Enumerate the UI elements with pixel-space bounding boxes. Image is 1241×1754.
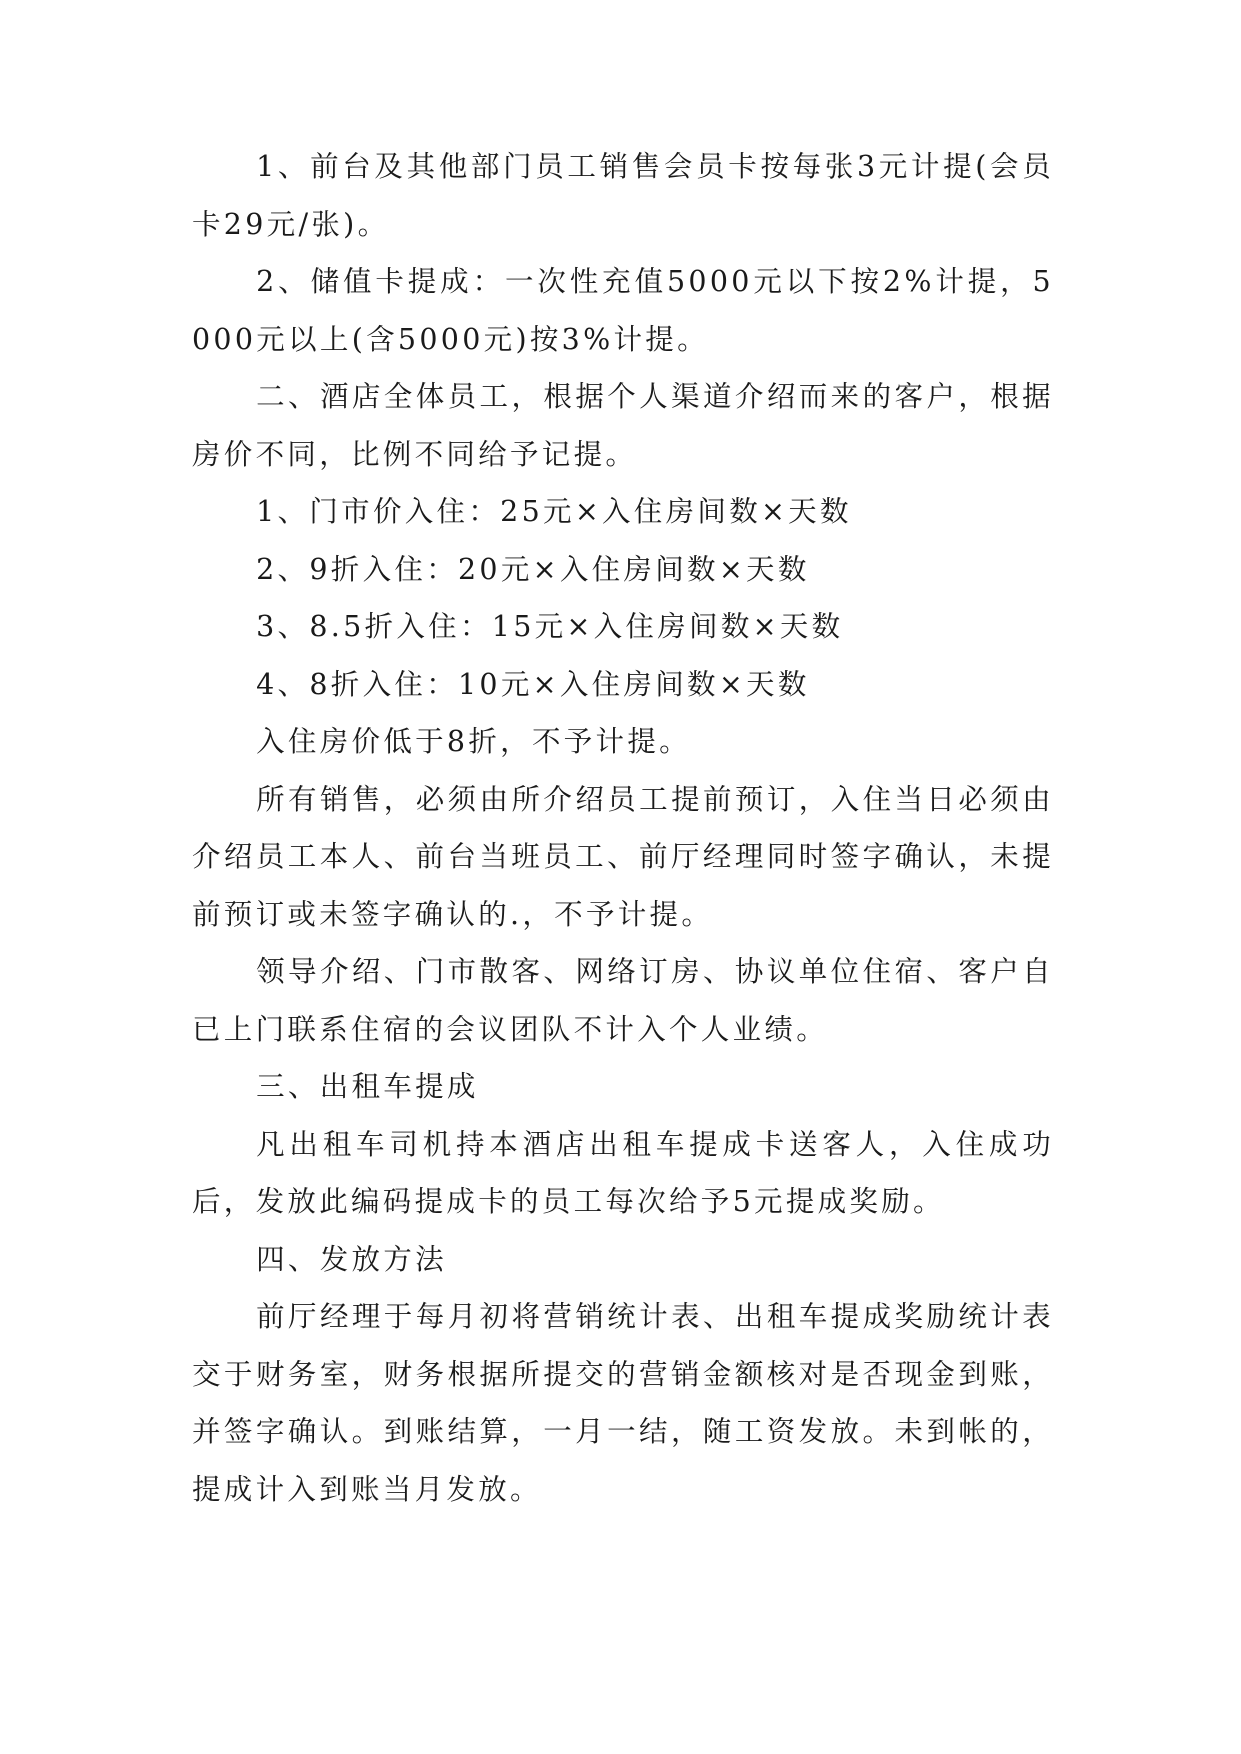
heading-referral-commission: 二、酒店全体员工，根据个人渠道介绍而来的客户，根据房价不同，比例不同给予记提。 [192,380,1054,471]
heading-taxi-commission: 三、出租车提成 [256,1070,479,1103]
paragraph-80-percent: 4、8折入住：10元×入住房间数×天数 [256,667,810,701]
paragraph-rack-rate: 1、门市价入住：25元×入住房间数×天数 [256,495,852,528]
paragraph-90-percent: 2、9折入住：20元×入住房间数×天数 [256,552,810,586]
paragraph-membership-card: 1、前台及其他部门员工销售会员卡按每张3元计提(会员卡29元/张)。 [192,150,1054,241]
heading-payment-method: 四、发放方法 [256,1242,447,1276]
paragraph-stored-value-card: 2、储值卡提成：一次性充值5000元以下按2%计提，5000元以上(含5000元)按3%计提。 [192,265,1054,356]
paragraph-taxi-commission: 凡出租车司机持本酒店出租车提成卡送客人，入住成功后，发放此编码提成卡的员工每次给予5元提成奖励。 [192,1127,1054,1218]
paragraph-below-80-percent: 入住房价低于8折，不予计提。 [256,725,691,758]
document-body [192,138,1054,1518]
paragraph-booking-requirement: 所有销售，必须由所介绍员工提前预订，入住当日必须由介绍员工本人、前台当班员工、前厅经理同时签字确认，未提前预订或未签字确认的.，不予计提。 [192,782,1054,931]
paragraph-payment-method: 前厅经理于每月初将营销统计表、出租车提成奖励统计表交于财务室，财务根据所提交的营销金额核对是否现金到账，并签字确认。到账结算，一月一结，随工资发放。未到帐的，提成计入到账当月发放。 [192,1300,1054,1506]
paragraph-85-percent: 3、8.5折入住：15元×入住房间数×天数 [256,610,844,643]
paragraph-exclusions: 领导介绍、门市散客、网络订房、协议单位住宿、客户自已上门联系住宿的会议团队不计入个人业绩。 [192,955,1054,1046]
